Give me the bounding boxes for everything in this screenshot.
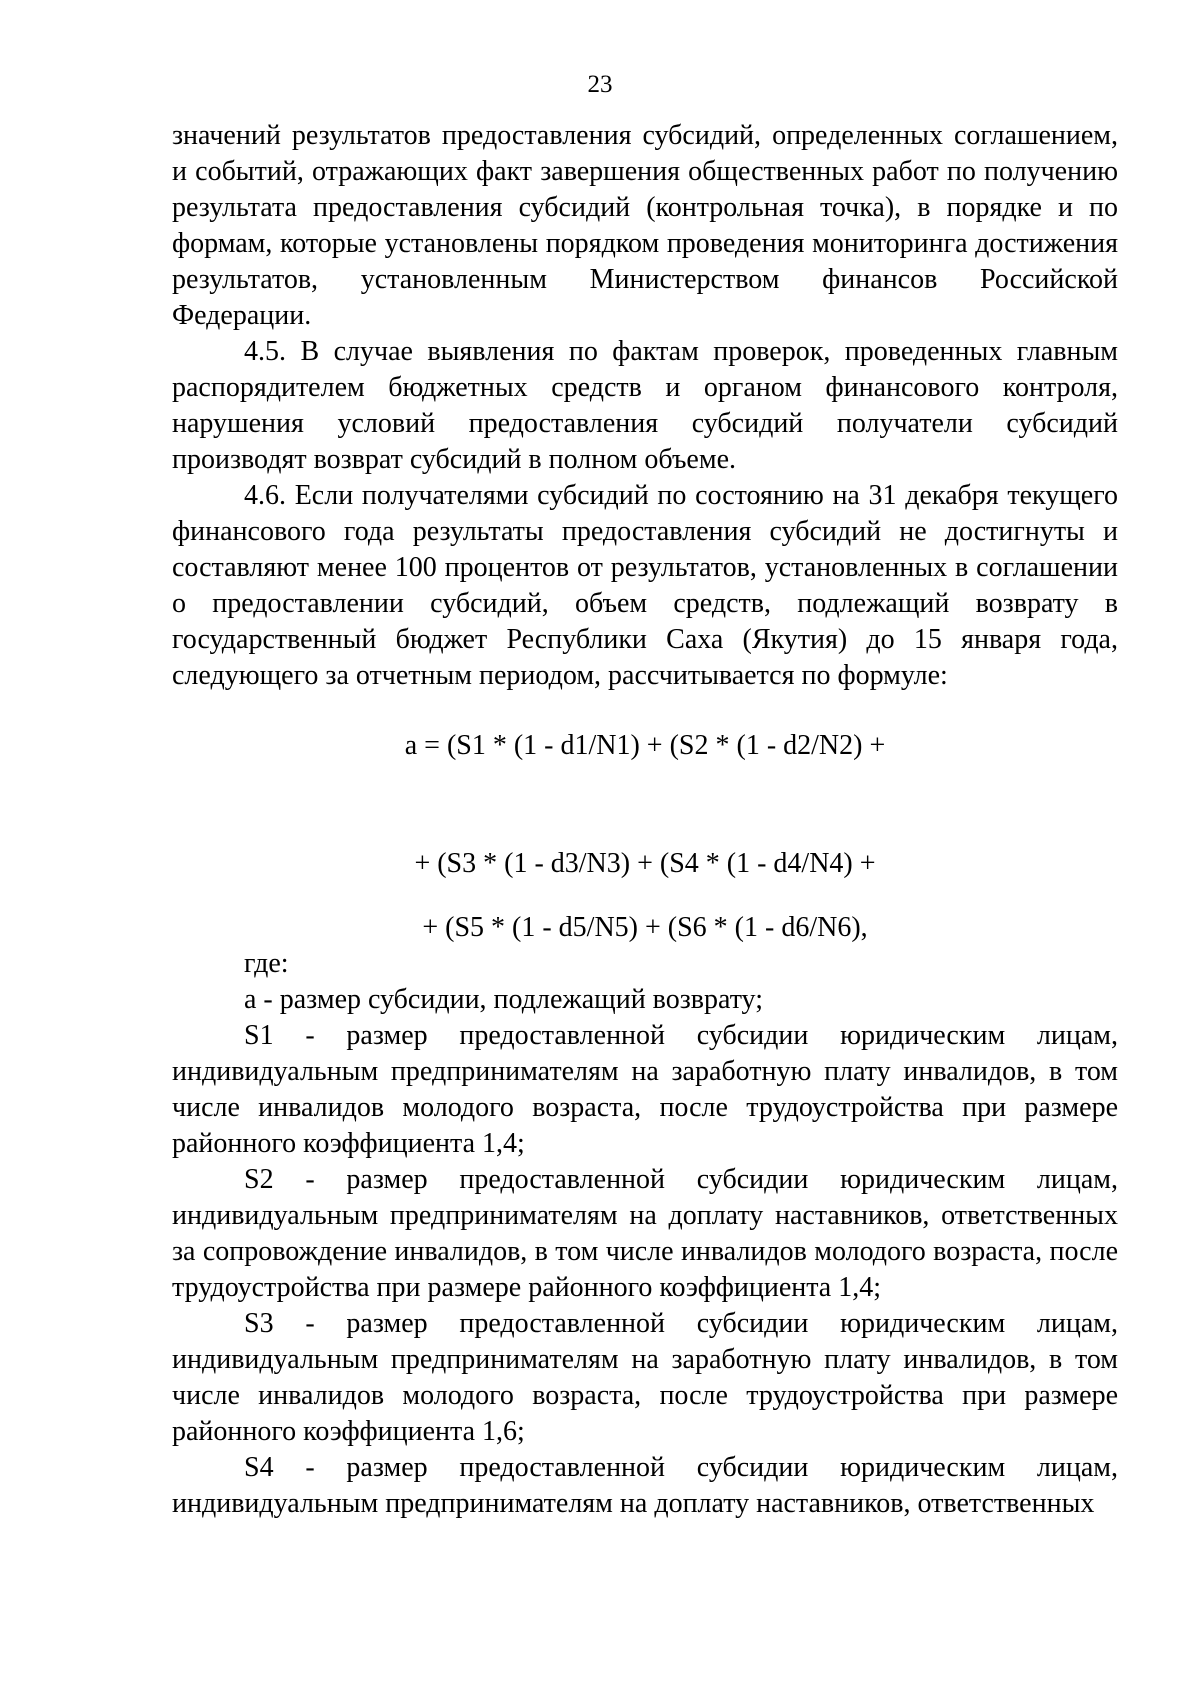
formula-line-2: + (S3 * (1 - d3/N3) + (S4 * (1 - d4/N4) + [414, 848, 876, 879]
paragraph-4-6: 4.6. Если получателями субсидий по состоянию на 31 декабря текущего финансового года результаты предоставления субсидий не достигнуты и составляют менее 100 процентов от результатов, установленных в соглашении о предоставлении субсидий, объем средств, подлежащий возврату в государственный бюджет Республики Саха (Якутия) до 15 января года, следующего за отчетным периодом, рассчитывается по формуле: [172, 480, 1118, 691]
document-body [172, 118, 1118, 1522]
page-number: 23 [587, 71, 613, 98]
formula-line-3: + (S5 * (1 - d5/N5) + (S6 * (1 - d6/N6), [422, 912, 868, 943]
definition-s1: S1 - размер предоставленной субсидии юридическим лицам, индивидуальным предпринимателям на заработную плату инвалидов, в том числе инвалидов молодого возраста, после трудоустройства при размере районного коэффициента 1,4; [172, 1020, 1118, 1159]
paragraph-4-5: 4.5. В случае выявления по фактам проверок, проведенных главным распорядителем бюджетных средств и органом финансового контроля, нарушения условий предоставления субсидий получатели субсидий производят возврат субсидий в полном объеме. [172, 336, 1118, 475]
definitions-where: где: [244, 948, 289, 979]
definition-s3: S3 - размер предоставленной субсидии юридическим лицам, индивидуальным предпринимателям на заработную плату инвалидов, в том числе инвалидов молодого возраста, после трудоустройства при размере районного коэффициента 1,6; [172, 1308, 1118, 1447]
formula-line-1: a = (S1 * (1 - d1/N1) + (S2 * (1 - d2/N2) + [404, 730, 886, 761]
definition-s4: S4 - размер предоставленной субсидии юридическим лицам, индивидуальным предпринимателям на доплату наставников, ответственных [172, 1452, 1118, 1519]
definition-a: a - размер субсидии, подлежащий возврату; [244, 984, 763, 1015]
definition-s2: S2 - размер предоставленной субсидии юридическим лицам, индивидуальным предпринимателям на доплату наставников, ответственных за сопровождение инвалидов, в том числе инвалидов молодого возраста, после трудоустройства при размере районного коэффициента 1,4; [172, 1164, 1118, 1303]
paragraph-continuation: значений результатов предоставления субсидий, определенных соглашением, и событий, отражающих факт завершения общественных работ по получению результата предоставления субсидий (контрольная точка), в порядке и по формам, которые установлены порядком проведения мониторинга достижения результатов, установленным Министерством финансов Российской Федерации. [172, 120, 1118, 331]
